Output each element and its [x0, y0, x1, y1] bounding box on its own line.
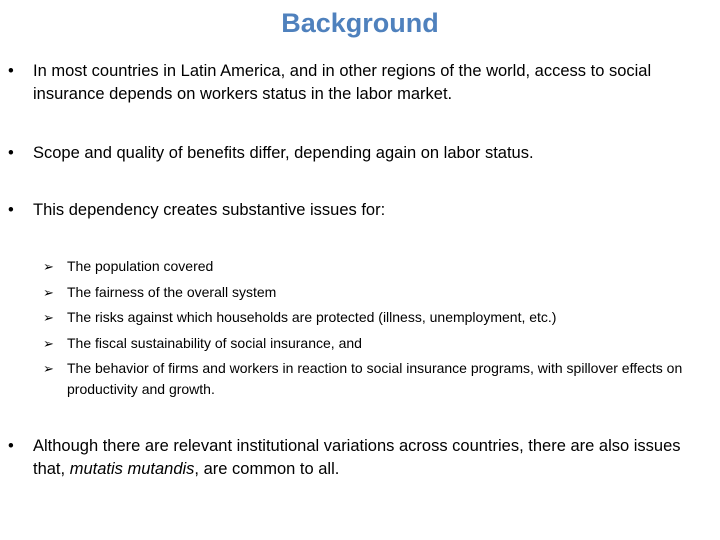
latin-phrase: mutatis mutandis	[69, 460, 195, 478]
slide-title: Background	[281, 8, 439, 38]
sub-bullet-list	[43, 254, 683, 400]
sub-bullet-item	[43, 331, 683, 357]
arrow-bullet-icon: ➢	[43, 361, 54, 376]
arrow-bullet-icon: ➢	[43, 335, 54, 351]
sub-bullet-text: The fairness of the overall system	[67, 283, 277, 300]
sub-bullet-item	[43, 254, 683, 280]
bullet-text: In most countries in Latin America, and in other regions of the world, access to social insurance depends on workers status in the labor market.	[33, 62, 652, 103]
bullet-text: Scope and quality of benefits differ, depending again on labor status.	[33, 144, 534, 162]
arrow-bullet-icon: ➢	[43, 284, 54, 300]
bullet-text: This dependency creates substantive issues for:	[33, 201, 386, 219]
arrow-bullet-icon: ➢	[43, 259, 54, 274]
sub-bullet-item	[43, 305, 683, 331]
sub-bullet-text: The population covered	[67, 258, 214, 274]
bullet-glyph: •	[8, 144, 14, 162]
bullet-glyph: •	[8, 62, 14, 80]
sub-bullet-text: The behavior of firms and workers in reaction to social insurance programs, with spillover effects on productivity and growth.	[67, 360, 683, 397]
bullet-glyph: •	[8, 437, 14, 455]
bullet-text	[33, 435, 708, 481]
bullet-item	[8, 142, 708, 165]
bullet-item	[8, 60, 708, 106]
bullet-item	[8, 199, 708, 222]
sub-bullet-item	[43, 280, 683, 306]
bullet-text-part: , are common to all.	[194, 460, 340, 478]
arrow-bullet-icon: ➢	[43, 310, 54, 325]
sub-bullet-item	[43, 356, 683, 400]
bullet-glyph: •	[8, 201, 14, 219]
bullet-text-part: Although there are relevant institutional variations across countries, there are also issues that,	[33, 437, 681, 478]
sub-bullet-text: The risks against which households are protected (illness, unemployment, etc.)	[67, 309, 557, 325]
bullet-item	[8, 435, 708, 481]
sub-bullet-text: The fiscal sustainability of social insurance, and	[67, 334, 362, 351]
